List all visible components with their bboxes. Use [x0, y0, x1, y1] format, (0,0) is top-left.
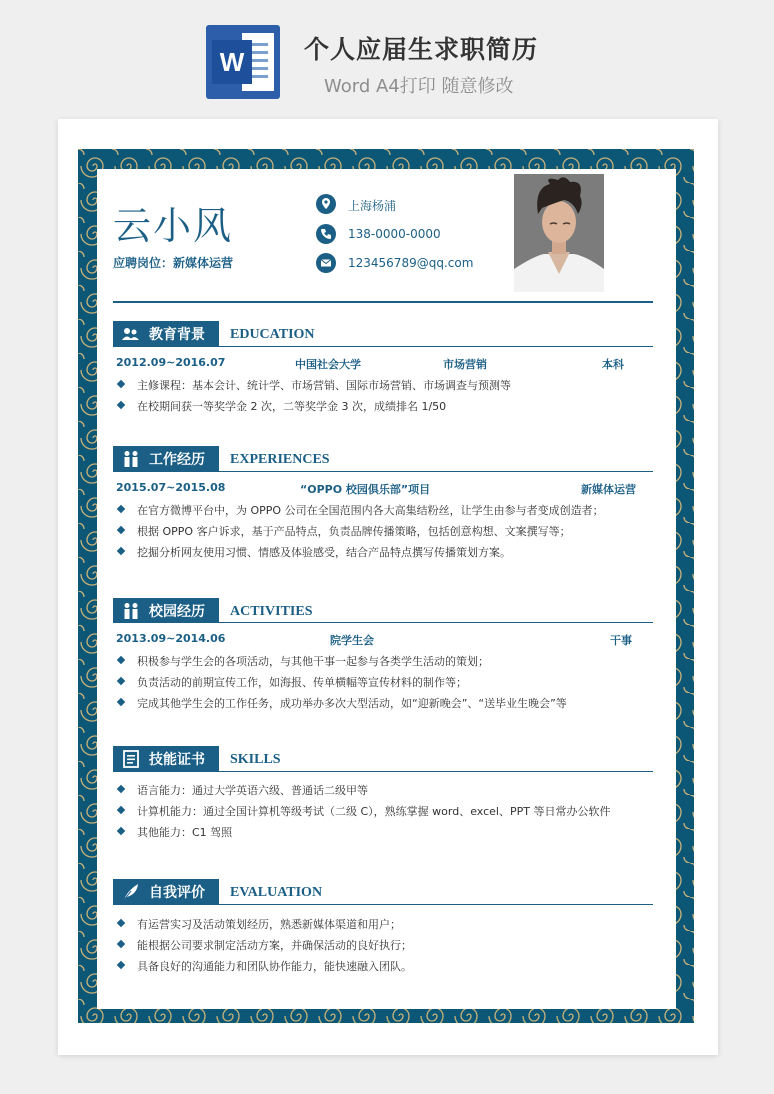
section-title-education-en: EDUCATION [230, 327, 315, 342]
certificate-icon [121, 750, 141, 768]
section-tab-evaluation: 自我评价 [113, 879, 219, 904]
section-tab-work: 工作经历 [113, 446, 219, 471]
profile-photo [514, 174, 604, 292]
doc-title: 个人应届生求职简历 [304, 35, 539, 64]
section-title-skills-en: SKILLS [230, 752, 281, 767]
people-icon [121, 450, 141, 468]
email-text: 123456789@qq.com [348, 256, 474, 270]
section-divider [113, 622, 653, 623]
phone-text: 138-0000-0000 [348, 227, 441, 241]
campus-org: 院学生会 [330, 634, 374, 647]
section-tab-skills: 技能证书 [113, 746, 219, 771]
job-position: 应聘岗位：新媒体运营 [113, 256, 234, 270]
edu-degree: 本科 [602, 358, 624, 371]
campus-period: 2013.09~2014.06 [116, 632, 226, 645]
doc-header [0, 0, 774, 110]
section-title-evaluation-en: EVALUATION [230, 885, 323, 900]
work-role: 新媒体运营 [581, 483, 636, 496]
section-title-campus-en: ACTIVITIES [230, 604, 313, 619]
work-period: 2015.07~2015.08 [116, 481, 226, 494]
candidate-name: 云小风 [113, 204, 234, 248]
section-divider [113, 471, 653, 472]
location-text: 上海杨浦 [348, 199, 397, 213]
edu-major: 市场营销 [443, 358, 487, 371]
graduation-icon [121, 325, 141, 343]
campus-role: 干事 [610, 634, 632, 647]
phone-icon [316, 224, 336, 244]
section-tab-education: 教育背景 [113, 321, 219, 346]
section-title-work-en: EXPERIENCES [230, 452, 330, 467]
word-logo-icon: W [206, 25, 280, 99]
feather-pen-icon [121, 883, 141, 901]
section-tab-campus: 校园经历 [113, 598, 219, 623]
section-divider [113, 771, 653, 772]
location-pin-icon [316, 194, 336, 214]
edu-period: 2012.09~2016.07 [116, 356, 226, 369]
header-divider [113, 301, 653, 303]
people-icon [121, 602, 141, 620]
edu-school: 中国社会大学 [295, 358, 361, 371]
email-icon [316, 253, 336, 273]
section-divider [113, 904, 653, 905]
doc-subtitle: Word A4打印 随意修改 [324, 76, 514, 97]
section-divider [113, 346, 653, 347]
work-project: “OPPO 校园俱乐部”项目 [300, 483, 431, 496]
